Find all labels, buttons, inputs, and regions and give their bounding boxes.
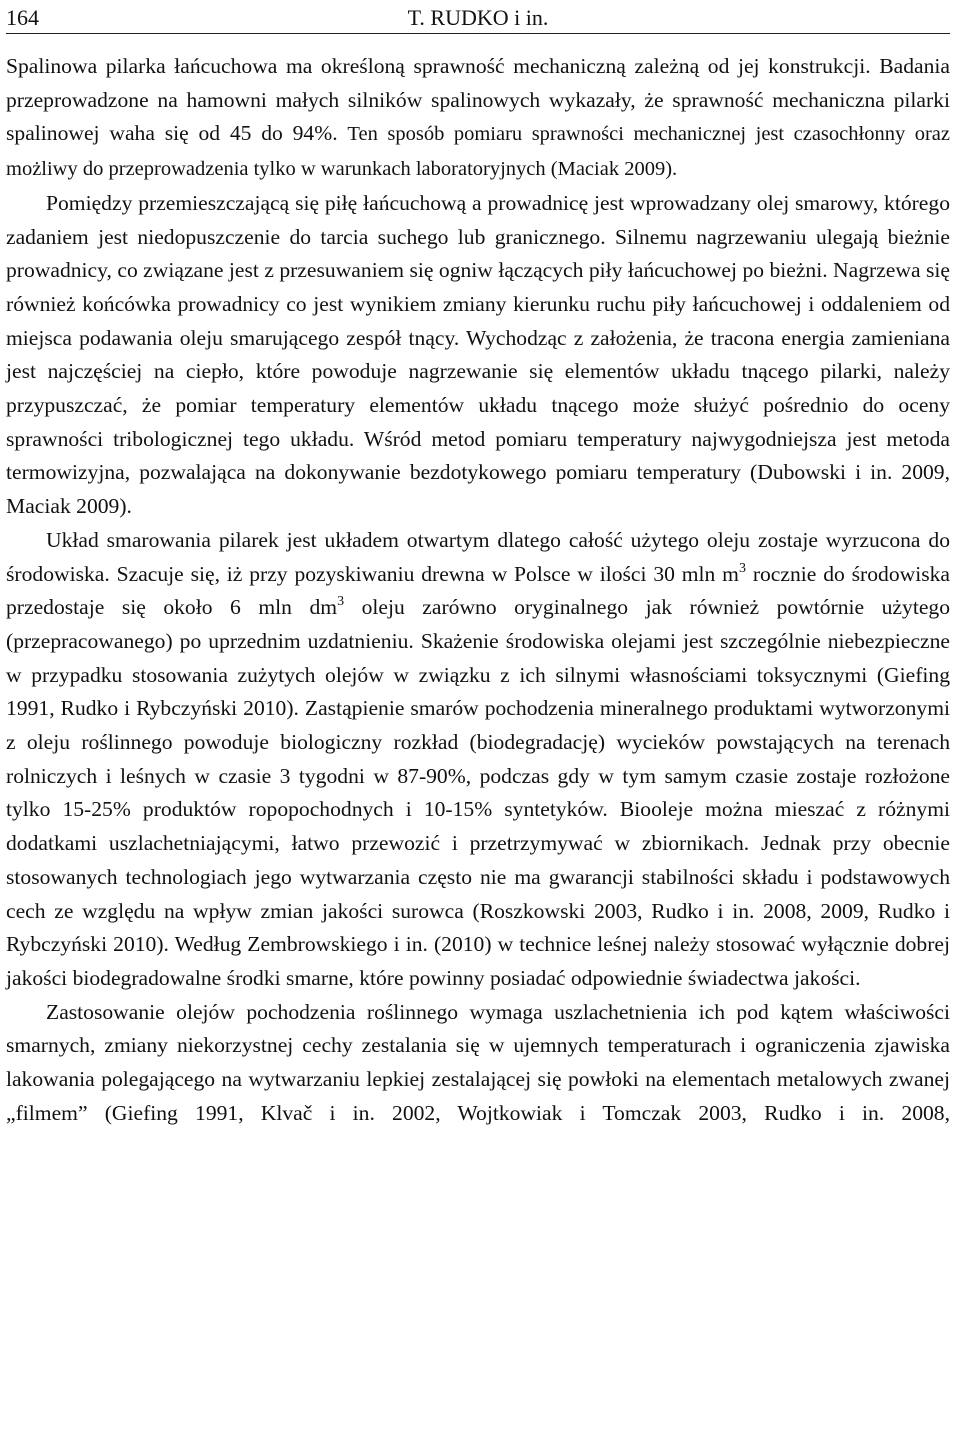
running-head: T. RUDKO i in. (407, 5, 549, 30)
page-number: 164 (6, 5, 39, 30)
paragraph-4: Zastosowanie olejów pochodzenia roślinnego wymaga uszlachetnienia ich pod kątem właściwości smarnych, zmiany niekorzystnej cechy zestalania się w ujemnych temperaturach i ograniczenia zjawiska lakowania polegającego na wytwarzaniu lepkiej zestalającej się powłoki na elementach metalowych zwanej „filmem” (Giefing 1991, Klvač i in. 2002, Wojtkowiak i Tomczak 2003, Rudko i in. 2008, (6, 999, 950, 1125)
paragraph-3-part-c: oleju zarówno oryginalnego jak również powtórnie użytego (przepracowanego) po uprzednim uzdatnieniu. Skażenie środowiska olejami jest szczególnie niebezpieczne w przypadku stosowania zużytych olejów w związku z ich silnymi własnościami toksycznymi (Giefing 1991, Rudko i Rybczyński 2010). Zastąpienie smarów pochodzenia mineralnego produktami wytworzonymi z oleju roślinnego powoduje biologiczny rozkład (biodegradację) wycieków powstających na terenach rolniczych i leśnych w czasie 3 tygodni w 87-90%, podczas gdy w tym samym czasie zostaje rozłożone tylko 15-25% produktów ropopochodnych i 10-15% syntetyków. Biooleje można mieszać z różnymi dodatkami uszlachetniającymi, łatwo przewozić i przetrzymywać w zbiornikach. Jednak przy obecnie stosowanych technologiach jego wytwarzania często nie ma gwarancji stabilności składu i podstawowych cech ze względu na wpływ zmian jakości surowca (Roszkowski 2003, Rudko i in. 2008, 2009, Rudko i Rybczyński 2010). Według Zembrowskiego i in. (2010) w technice leśnej należy stosować wyłącznie dobrej jakości biodegradowalne środki smarne, które powinny posiadać odpowiednie świadectwa jakości. (6, 595, 950, 990)
paragraph-1-part-a: Spalinowa pilarka łańcuchowa ma określoną sprawność mechaniczną zależną od jej konstrukcji. Badania przeprowadzone na hamowni małych silników spalinowych wykazały, że sprawność mechaniczna pilarki spalinowej waha się od 45 do 94%. (6, 54, 950, 146)
header-rule (6, 33, 950, 34)
superscript-cubic-2: 3 (337, 594, 345, 610)
page-header (6, 4, 950, 36)
paragraph-3 (6, 524, 950, 996)
paragraph-3-part-a: Układ smarowania pilarek jest układem otwartym dlatego całość użytego oleju zostaje wyrzucona do środowiska. Szacuje się, iż przy pozyskiwaniu drewna w Polsce w ilości 30 mln m (6, 527, 950, 586)
superscript-cubic-1: 3 (738, 560, 746, 576)
paragraph-3-part-b: rocznie do środowiska przedostaje się około 6 mln dm (6, 561, 950, 620)
paragraph-1 (6, 50, 950, 187)
paragraph-2: Pomiędzy przemieszczającą się piłę łańcuchową a prowadnicę jest wprowadzany olej smarowy, którego zadaniem jest niedopuszczenie do tarcia suchego lub granicznego. Silnemu nagrzewaniu ulegają bieżnie prowadnicy, co związane jest z przesuwaniem się ogniw łączących piły łańcuchowej po bieżni. Nagrzewa się również końcówka prowadnicy co jest wynikiem zmiany kierunku ruchu piły łańcuchowej i oddaleniem od miejsca podawania oleju smarującego zespół tnący. Wychodząc z założenia, że tracona energia zamieniana jest najczęściej na ciepło, które powoduje nagrzewanie się elementów układu tnącego pilarki, należy przypuszczać, że pomiar temperatury elementów układu tnącego może służyć pośrednio do oceny sprawności tribologicznej tego układu. Wśród metod pomiaru temperatury najwygodniejsza jest metoda termowizyjna, pozwalająca na dokonywanie bezdotykowego pomiaru temperatury (Dubowski i in. 2009, Maciak 2009). (6, 190, 950, 519)
paragraph-1-part-b: Ten sposób pomiaru sprawności mechanicznej jest czasochłonny oraz możliwy do przeprowadzenia tylko w warunkach laboratoryjnych (Maciak 2009). (6, 123, 950, 181)
body-text (6, 50, 950, 1131)
